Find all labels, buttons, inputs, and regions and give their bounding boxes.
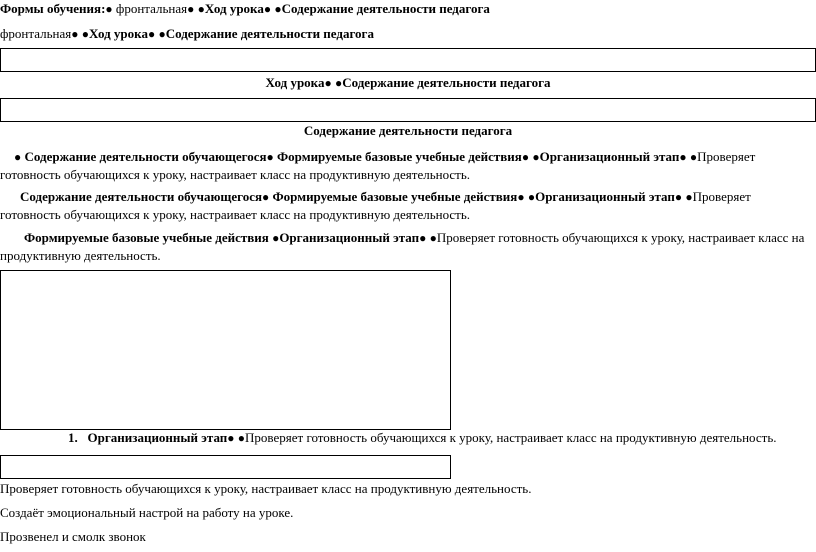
bullet-icon: ● [187, 2, 195, 16]
bullet-icon: ● [105, 2, 113, 16]
bullet-icon: ● [527, 190, 536, 204]
bell-rang-text: Прозвенел и смолк звонок [0, 529, 146, 544]
paragraph-student-activity: ● Содержание деятельности обучающегося● Формируемые базовые учебные действия● ●Организационный этап● ●Проверяет готовность обучающихся к уроку, настраивает класс на продуктивную деятельность. [0, 149, 756, 182]
bullet-icon: ● [14, 150, 22, 164]
teacher-activity-heading: Содержание деятельности педагога [303, 123, 513, 138]
empty-table-cell [0, 455, 451, 479]
bullet-icon: ● [262, 190, 270, 204]
emotional-mood-text: Создаёт эмоциональный настрой на работу на уроке. [0, 505, 294, 520]
bullet-icon: ● [674, 190, 683, 204]
bullet-icon: ● [227, 431, 235, 445]
checks-readiness-text: Проверяет готовность обучающихся к уроку, настраивает класс на продуктивную деятельность. [0, 481, 532, 496]
empty-image-frame [0, 270, 451, 430]
teacher-activity-label: Содержание деятельности педагога [165, 26, 374, 41]
bullet-icon: ● [679, 150, 687, 164]
paragraph-student-activity-2: Содержание деятельности обучающегося● Формируемые базовые учебные действия● ●Организационный этап● ●Проверяет готовность обучающихся к уроку, настраивает класс на продуктивную деятельность. [0, 189, 751, 222]
form-frontal: фронтальная [0, 26, 72, 41]
bullet-icon: ● [147, 27, 156, 41]
bullet-icon: ● [334, 76, 343, 90]
bullet-icon: ● [197, 2, 205, 16]
bullet-icon: ● [324, 76, 332, 90]
bullet-icon: ● [689, 150, 698, 164]
bullet-icon: ● [517, 190, 525, 204]
bullet-icon: ● [71, 27, 79, 41]
list-number: 1. [68, 430, 78, 445]
bullet-icon: ● [685, 190, 693, 204]
forms-of-learning-line [0, 0, 490, 18]
bullet-icon: ● [274, 2, 282, 16]
numbered-item-organizational-stage: 1. Организационный этап● ●Проверяет готовность обучающихся к уроку, настраивает класс на продуктивную деятельность. [68, 430, 777, 445]
form-frontal: фронтальная [112, 1, 188, 16]
empty-table-cell [0, 98, 816, 122]
bullet-icon: ● [158, 27, 166, 41]
bullet-icon: ● [266, 150, 274, 164]
empty-table-cell [0, 48, 816, 72]
paragraph-learning-actions: Формируемые базовые учебные действия ●Организационный этап● ●Проверяет готовность обучающихся к уроку, настраивает класс на продуктивную деятельность. [0, 230, 805, 263]
bullet-icon: ● [429, 231, 437, 245]
teacher-activity-label: Содержание деятельности педагога [281, 1, 490, 16]
bullet-icon: ● [263, 2, 272, 16]
bullet-icon: ● [272, 231, 280, 245]
frontal-line [0, 25, 374, 43]
lesson-flow-heading: Ход урока● ●Содержание деятельности педагога [265, 75, 551, 90]
bullet-icon: ● [521, 150, 530, 164]
lesson-flow-label: Ход урока [88, 26, 148, 41]
forms-label: Формы обучения: [0, 1, 106, 16]
lesson-flow-label: Ход урока [204, 1, 264, 16]
bullet-icon: ● [237, 431, 246, 445]
bullet-icon: ● [81, 27, 89, 41]
bullet-icon: ● [419, 231, 427, 245]
bullet-icon: ● [532, 150, 540, 164]
